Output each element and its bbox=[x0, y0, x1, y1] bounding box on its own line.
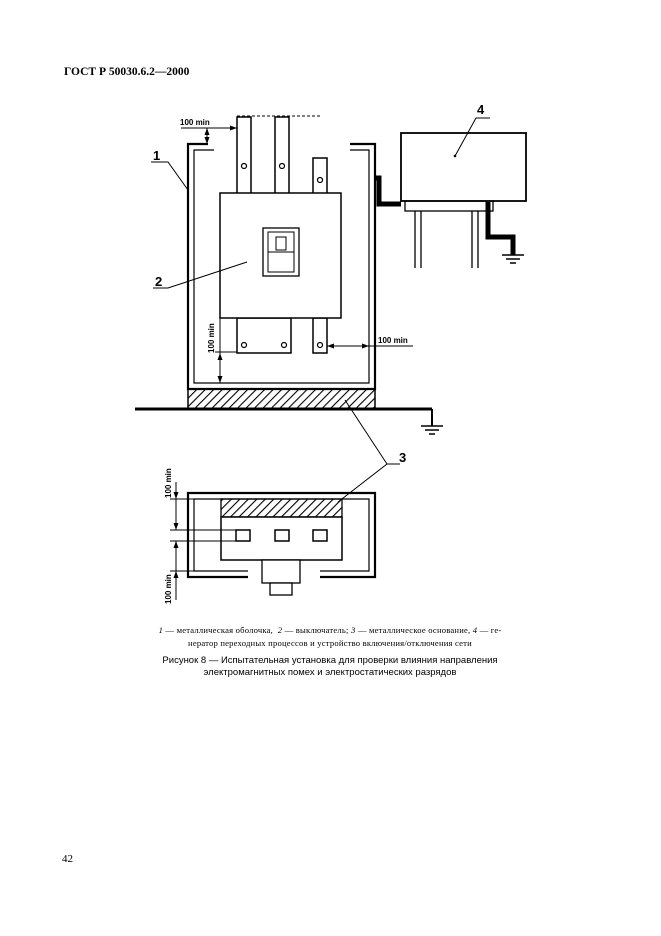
legend-text-3: металлическое основание, bbox=[368, 625, 471, 635]
legend-num-2: 2 bbox=[277, 625, 283, 635]
dim-plan-top-label: 100 min bbox=[164, 468, 173, 498]
legend-text-2: выключатель; bbox=[295, 625, 349, 635]
bottom-clearance-dimension bbox=[215, 318, 237, 383]
legend-num-1: 1 bbox=[158, 625, 164, 635]
legend-text-4: ге- bbox=[490, 625, 502, 635]
plan-handle bbox=[262, 560, 300, 595]
legend-line-2: нератор переходных процессов и устройство включения/отключения сети bbox=[188, 638, 472, 648]
ground-plane bbox=[135, 409, 443, 434]
callout-1: 1 bbox=[153, 148, 161, 163]
callout-2: 2 bbox=[155, 274, 163, 289]
document-header: ГОСТ Р 50030.6.2—2000 bbox=[64, 66, 190, 78]
generator-unit bbox=[401, 133, 526, 268]
caption-line-2: электромагнитных помех и электростатических разрядов bbox=[203, 667, 457, 678]
callout-4: 4 bbox=[477, 102, 485, 117]
legend-line-1: 1 — металлическая оболочка, 2 — выключатель; 3 — металлическое основание, 4 — ге- bbox=[158, 625, 502, 635]
legend-num-4: 4 bbox=[472, 625, 478, 635]
callout-3: 3 bbox=[399, 450, 407, 465]
metal-base-elevation bbox=[188, 389, 375, 409]
circuit-breaker bbox=[220, 193, 341, 318]
legend-text-1: металлическая оболочка, bbox=[176, 625, 274, 635]
figure-legend bbox=[80, 624, 580, 650]
figure-caption bbox=[80, 655, 580, 679]
caption-line-1: Рисунок 8 — Испытательная установка для проверки влияния направления bbox=[162, 655, 498, 666]
metal-base-plan bbox=[221, 499, 342, 517]
page-number: 42 bbox=[62, 853, 73, 865]
dim-bottom-label: 100 min bbox=[207, 323, 216, 353]
dim-side-label: 100 min bbox=[378, 336, 408, 345]
dim-top-label: 100 min bbox=[180, 118, 210, 127]
legend-num-3: 3 bbox=[350, 625, 356, 635]
plan-terminals bbox=[236, 530, 327, 541]
dim-plan-bottom-label: 100 min bbox=[164, 574, 173, 604]
